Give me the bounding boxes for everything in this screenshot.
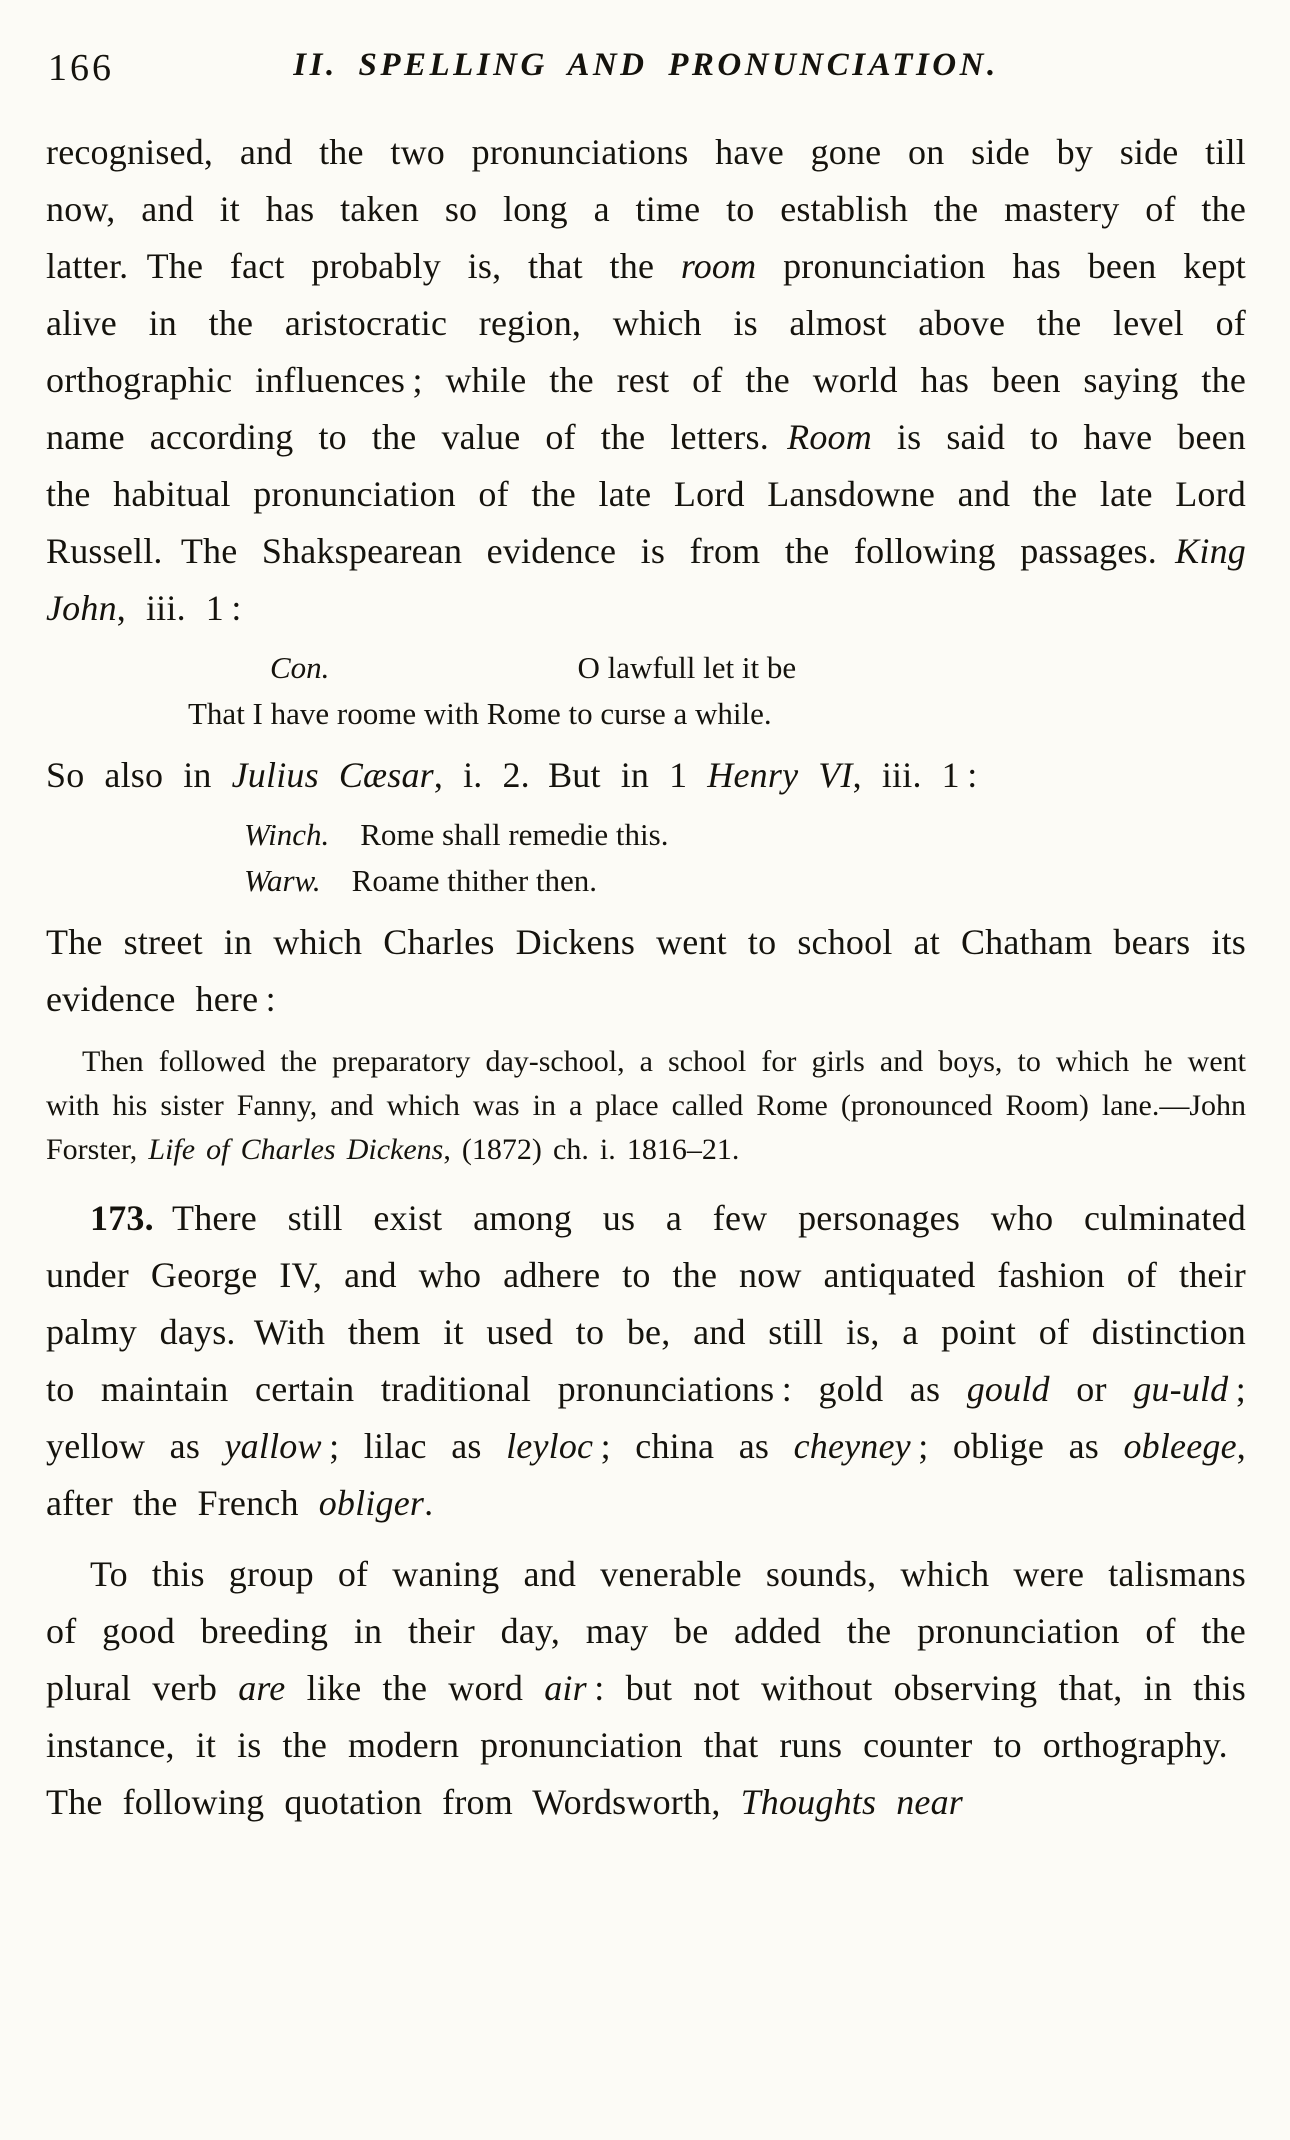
running-header bbox=[46, 44, 1246, 98]
paragraph-room-pronunciation bbox=[46, 124, 1246, 637]
text-run: To this group of waning and venerable sounds, which were talismans of good breeding in their day, may be added the pronunciation of the plural verb bbox=[46, 1554, 1246, 1708]
text-run: , i. 2. But in 1 bbox=[433, 755, 708, 795]
text-run: , (1872) ch. i. 1816–21. bbox=[443, 1133, 740, 1166]
text-run: ; lilac as bbox=[321, 1426, 507, 1466]
verse-line bbox=[244, 858, 1246, 904]
text-run: like the word bbox=[285, 1668, 545, 1708]
italic-text-run: Winch. bbox=[244, 817, 330, 852]
text-run: . bbox=[424, 1483, 434, 1523]
text-run: The street in which Charles Dickens went to school at Chatham bears its evidence here : bbox=[46, 922, 1246, 1019]
verse-quote-henry-vi bbox=[46, 812, 1246, 904]
text-run: ; oblige as bbox=[910, 1426, 1124, 1466]
paragraph-so-also bbox=[46, 747, 1246, 804]
italic-text-run: Julius Cæsar bbox=[231, 755, 434, 795]
text-run: pronunciation has been kept alive in the aristocratic region, which is almost above the level of orthographic influences ; while the rest of the world has been saying the name according to the value of the letters. bbox=[46, 246, 1246, 457]
text-run: Roame thither then. bbox=[320, 863, 598, 898]
bold-text-run: 173. bbox=[90, 1198, 154, 1238]
italic-text-run: yallow bbox=[224, 1426, 322, 1466]
italic-text-run: Room bbox=[787, 417, 872, 457]
text-run: So also in bbox=[46, 755, 232, 795]
chapter-running-title: II. SPELLING AND PRONUNCIATION. bbox=[293, 47, 999, 83]
verse-line bbox=[270, 645, 1246, 691]
text-run: , iii. 1 : bbox=[116, 588, 242, 628]
text-run: , after the French bbox=[46, 1426, 1246, 1523]
text-run: , iii. 1 : bbox=[852, 755, 978, 795]
italic-text-run: Thoughts near bbox=[740, 1782, 963, 1822]
page-number: 166 bbox=[48, 47, 114, 89]
text-run: recognised, and the two pronunciations have gone on side by side till now, and it has taken so long a time to establish the mastery of the latter. The fact probably is, that the bbox=[46, 132, 1246, 286]
paragraph-dickens-street bbox=[46, 914, 1246, 1028]
text-run: Rome shall remedie this. bbox=[329, 817, 669, 852]
italic-text-run: gu-uld bbox=[1133, 1369, 1229, 1409]
text-run: Then followed the preparatory day-school, a school for girls and boys, to which he went with his sister Fanny, and which was in a place called Rome (pronounced Room) lane.—John Forster, bbox=[46, 1045, 1246, 1166]
verse-quote-king-john bbox=[46, 645, 1246, 737]
verse-line bbox=[188, 691, 1246, 737]
italic-text-run: are bbox=[238, 1668, 286, 1708]
italic-text-run: Warw. bbox=[244, 863, 321, 898]
italic-text-run: Henry VI bbox=[707, 755, 853, 795]
italic-text-run: gould bbox=[966, 1369, 1050, 1409]
paragraph-waning-sounds bbox=[46, 1546, 1246, 1831]
text-run: That I have roome with Rome to curse a while. bbox=[188, 696, 772, 731]
italic-text-run: cheyney bbox=[793, 1426, 911, 1466]
block-quote-forster bbox=[46, 1040, 1246, 1172]
text-run: or bbox=[1049, 1369, 1134, 1409]
paragraph-section-173 bbox=[46, 1190, 1246, 1532]
text-run: There still exist among us a few personages who culminated under George IV, and who adhere to the now antiquated fashion of their palmy days. With them it used to be, and still is, a point of distinction to maintain certain traditional pronunciations : gold as bbox=[46, 1198, 1246, 1409]
italic-text-run: air bbox=[544, 1668, 587, 1708]
italic-text-run: room bbox=[680, 246, 757, 286]
italic-text-run: Life of Charles Dickens bbox=[148, 1133, 444, 1166]
verse-line bbox=[244, 812, 1246, 858]
text-run: ; yellow as bbox=[46, 1369, 1246, 1466]
italic-text-run: leyloc bbox=[506, 1426, 594, 1466]
text-run: ; china as bbox=[593, 1426, 794, 1466]
italic-text-run: Con. bbox=[270, 650, 330, 685]
text-run: O lawfull let it be bbox=[329, 650, 797, 685]
text-run: is said to have been the habitual pronunciation of the late Lord Lansdowne and the late Lord Russell. The Shakspearean evidence is from the following passages. bbox=[46, 417, 1247, 571]
page-body bbox=[46, 124, 1246, 1831]
text-run: : but not without observing that, in this instance, it is the modern pronunciation that runs counter to orthography. The following quotation from Wordsworth, bbox=[46, 1668, 1246, 1822]
italic-text-run: obliger bbox=[318, 1483, 425, 1523]
italic-text-run: obleege bbox=[1123, 1426, 1237, 1466]
italic-text-run: King John bbox=[46, 531, 1246, 628]
